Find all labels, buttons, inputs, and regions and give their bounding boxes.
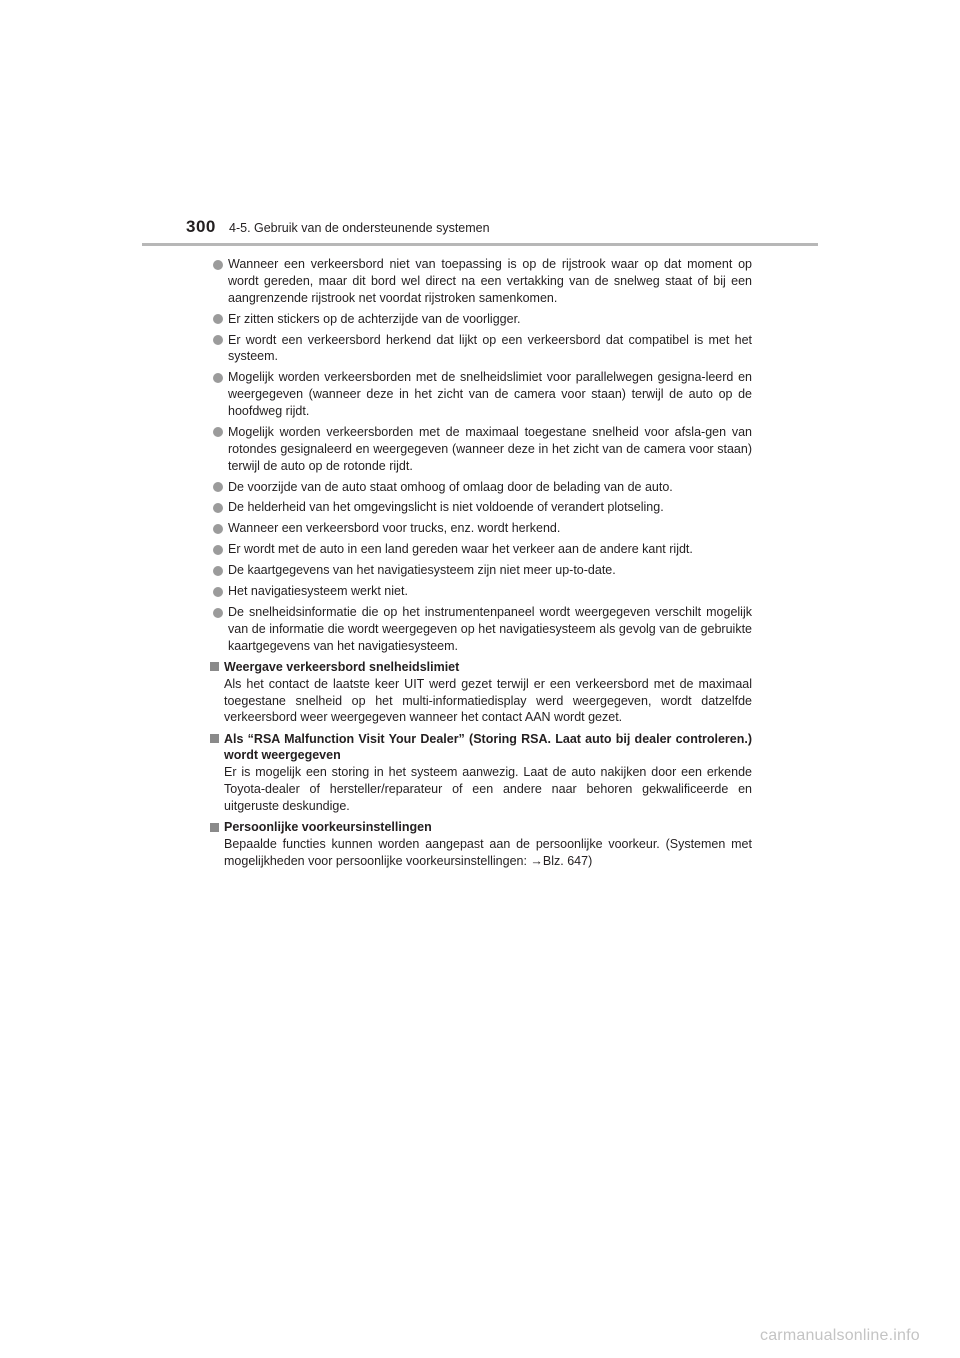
bullet-circle-icon xyxy=(213,335,223,345)
page-number: 300 xyxy=(186,217,216,236)
square-marker-icon xyxy=(210,823,219,832)
list-item-text: Er wordt een verkeersbord herkend dat lijkt op een verkeersbord dat compatibel is met het systeem. xyxy=(228,332,752,364)
header-divider xyxy=(142,243,818,246)
bullet-circle-icon xyxy=(213,587,223,597)
bullet-circle-icon xyxy=(213,524,223,534)
list-item xyxy=(210,369,752,419)
bullet-circle-icon xyxy=(213,608,223,618)
bullet-circle-icon xyxy=(213,373,223,383)
list-item xyxy=(210,332,752,366)
bullet-circle-icon xyxy=(213,482,223,492)
note-heading-text: Persoonlijke voorkeursinstellingen xyxy=(224,820,432,835)
note-heading-text: Weergave verkeersbord snelheidslimiet xyxy=(224,659,460,674)
list-item xyxy=(210,562,752,579)
list-item xyxy=(210,424,752,474)
note-heading-text: Als “RSA Malfunction Visit Your Dealer” (Storing RSA. Laat auto bij dealer controleren.) wordt weergegeven xyxy=(224,731,752,763)
bullet-circle-icon xyxy=(213,503,223,513)
list-item-text: Wanneer een verkeersbord voor trucks, enz. wordt herkend. xyxy=(228,521,561,536)
note-body: Als het contact de laatste keer UIT werd gezet terwijl er een verkeersbord met de maximaal toegestane snelheid op het multi-informatiedisplay werd weergegeven, wordt datzelfde verkeersbord weer weergegeven wanneer het contact AAN wordt gezet. xyxy=(224,676,752,725)
list-item xyxy=(210,541,752,558)
condition-list xyxy=(210,256,752,655)
note-heading xyxy=(210,731,752,765)
bullet-circle-icon xyxy=(213,260,223,270)
square-marker-icon xyxy=(210,662,219,671)
list-item-text: De helderheid van het omgevingslicht is niet voldoende of verandert plotseling. xyxy=(228,500,664,515)
square-marker-icon xyxy=(210,734,219,743)
note-personal-preferences xyxy=(210,819,752,869)
list-item xyxy=(210,604,752,654)
list-item xyxy=(210,256,752,306)
list-item-text: Mogelijk worden verkeersborden met de snelheidslimiet voor parallelwegen gesigna-leerd en weergegeven (wanneer deze in het zicht van de camera voor staan) terwijl de auto op de hoofdweg rijdt. xyxy=(228,370,752,418)
section-title: 4-5. Gebruik van de ondersteunende systemen xyxy=(229,221,490,235)
list-item-text: Er wordt met de auto in een land gereden waar het verkeer aan de andere kant rijdt. xyxy=(228,542,693,557)
list-item-text: De voorzijde van de auto staat omhoog of omlaag door de belading van de auto. xyxy=(228,479,673,494)
note-body: Bepaalde functies kunnen worden aangepast aan de persoonlijke voorkeur. (Systemen met mogelijkheden voor persoonlijke voorkeursinstellingen: →Blz. 647) xyxy=(224,836,752,868)
page-header xyxy=(0,0,960,250)
bullet-circle-icon xyxy=(213,314,223,324)
list-item-text: Wanneer een verkeersbord niet van toepassing is op de rijstrook waar op dat moment op wordt gereden, maar dit bord wel direct na een vertakking van de snelweg staat of bij een aangrenzende rijstrook net voordat rijstroken samenkomen. xyxy=(228,257,752,305)
note-body: Er is mogelijk een storing in het systeem aanwezig. Laat de auto nakijken door een erkende Toyota-dealer of hersteller/reparateur of een andere naar behoren gekwalificeerde en uitgeruste deskundige. xyxy=(224,765,752,813)
bullet-circle-icon xyxy=(213,566,223,576)
list-item xyxy=(210,499,752,516)
note-heading xyxy=(210,659,752,676)
list-item xyxy=(210,520,752,537)
note-heading xyxy=(210,819,752,836)
note-rsa-malfunction xyxy=(210,731,752,815)
list-item-text: Mogelijk worden verkeersborden met de maximaal toegestane snelheid voor afsla-gen van rotondes gesignaleerd en weergegeven (wanneer deze in het zicht van de camera voor staan) terwijl de auto op de rotonde rijdt. xyxy=(228,424,752,473)
list-item-text: Het navigatiesysteem werkt niet. xyxy=(228,584,408,599)
list-item-text: De kaartgegevens van het navigatiesysteem zijn niet meer up-to-date. xyxy=(228,563,616,578)
site-watermark: carmanualsonline.info xyxy=(760,1327,920,1344)
list-item-text: Er zitten stickers op de achterzijde van de voorligger. xyxy=(228,311,521,326)
page-content xyxy=(210,256,752,874)
list-item xyxy=(210,311,752,328)
list-item xyxy=(210,479,752,496)
list-item-text: De snelheidsinformatie die op het instrumentenpaneel wordt weergegeven verschilt mogelijk van de informatie die wordt weergegeven op het navigatiesysteem als gevolg van de gebruikte kaartgegevens van het navigatiesysteem. xyxy=(228,605,752,653)
list-item xyxy=(210,583,752,600)
note-speed-limit-display xyxy=(210,659,752,726)
bullet-circle-icon xyxy=(213,427,223,437)
bullet-circle-icon xyxy=(213,545,223,555)
